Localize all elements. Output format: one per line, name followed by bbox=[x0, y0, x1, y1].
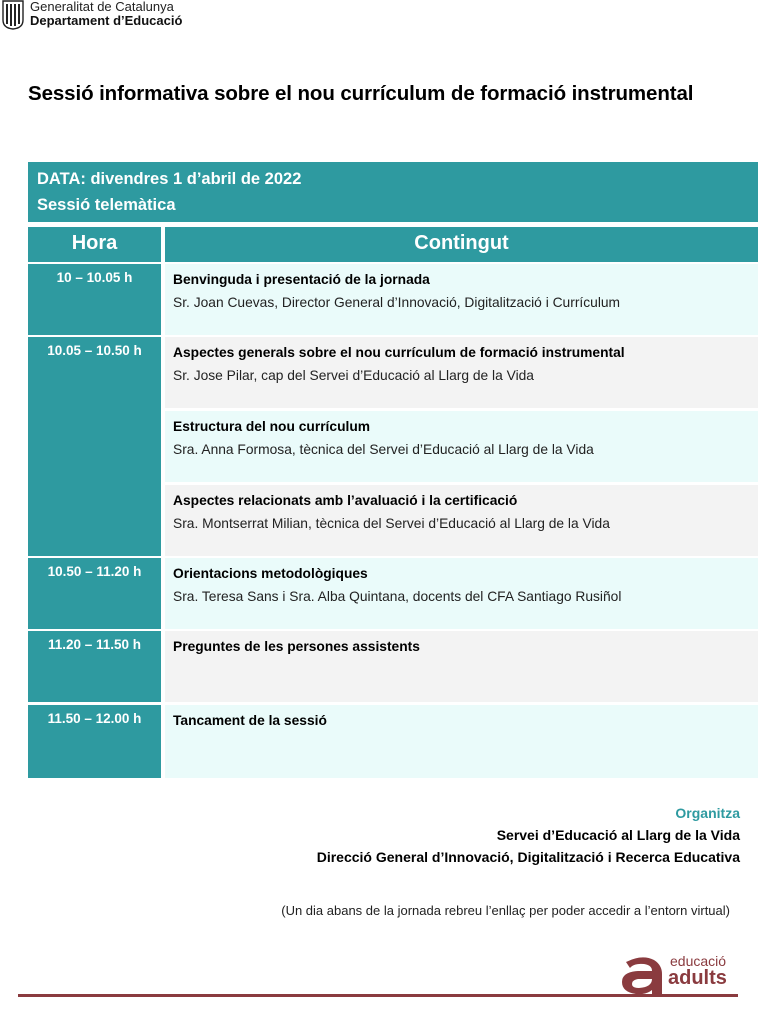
agenda-item-title: Orientacions metodològiques bbox=[173, 566, 368, 581]
time-cell: 11.20 – 11.50 h bbox=[28, 631, 161, 702]
agenda-item-speaker: Sra. Anna Formosa, tècnica del Servei d’Educació al Llarg de la Vida bbox=[173, 442, 594, 457]
agenda-item-speaker: Sr. Jose Pilar, cap del Servei d’Educació al Llarg de la Vida bbox=[173, 368, 534, 383]
column-header-contingut: Contingut bbox=[165, 227, 758, 262]
organizer-block bbox=[317, 802, 740, 868]
agenda-item-speaker: Sra. Montserrat Milian, tècnica del Servei d’Educació al Llarg de la Vida bbox=[173, 516, 610, 531]
generalitat-logo bbox=[0, 0, 182, 30]
brand-word1: educació bbox=[670, 953, 727, 969]
org-line2: Departament d’Educació bbox=[30, 13, 183, 28]
agenda-item-title: Aspectes relacionats amb l’avaluació i la certificació bbox=[173, 493, 518, 508]
agenda-item-title: Aspectes generals sobre el nou currículum de formació instrumental bbox=[173, 345, 625, 360]
brand-word2: adults bbox=[668, 967, 727, 989]
time-cell: 11.50 – 12.00 h bbox=[28, 705, 161, 778]
agenda-row bbox=[165, 485, 758, 556]
agenda-row bbox=[165, 411, 758, 482]
organizer-line2: Direcció General d’Innovació, Digitalització i Recerca Educativa bbox=[316, 849, 740, 865]
agenda-row bbox=[165, 705, 758, 778]
agenda-row bbox=[165, 337, 758, 408]
session-info-box bbox=[28, 162, 758, 222]
agenda-row bbox=[165, 631, 758, 702]
time-cell: 10 – 10.05 h bbox=[28, 264, 161, 335]
letter-a-logo-icon bbox=[618, 954, 666, 994]
agenda-item-title: Preguntes de les persones assistents bbox=[173, 639, 420, 654]
agenda-row bbox=[165, 558, 758, 629]
educacio-adults-logo bbox=[618, 950, 738, 994]
catalan-emblem-icon bbox=[2, 0, 24, 30]
agenda-item-title: Benvinguda i presentació de la jornada bbox=[173, 272, 430, 287]
page-title: Sessió informativa sobre el nou currículum de formació instrumental bbox=[28, 82, 694, 105]
footer-divider bbox=[18, 994, 738, 997]
agenda-item-speaker: Sr. Joan Cuevas, Director General d’Innovació, Digitalització i Currículum bbox=[173, 295, 621, 310]
agenda-item-title: Tancament de la sessió bbox=[173, 713, 327, 728]
agenda-item-speaker: Sra. Teresa Sans i Sra. Alba Quintana, docents del CFA Santiago Rusiñol bbox=[173, 589, 622, 604]
time-cell: 10.05 – 10.50 h bbox=[28, 337, 161, 556]
agenda-row bbox=[165, 264, 758, 335]
org-line1: Generalitat de Catalunya bbox=[30, 0, 174, 14]
session-mode: Sessió telemàtica bbox=[37, 196, 176, 214]
time-cell: 10.50 – 11.20 h bbox=[28, 558, 161, 629]
access-note: (Un dia abans de la jornada rebreu l’enllaç per poder accedir a l’entorn virtual) bbox=[281, 903, 730, 918]
organizer-line1: Servei d’Educació al Llarg de la Vida bbox=[496, 827, 740, 843]
organizer-label: Organitza bbox=[675, 805, 740, 821]
column-header-hora: Hora bbox=[28, 227, 161, 262]
agenda-item-title: Estructura del nou currículum bbox=[173, 419, 371, 434]
session-date: DATA: divendres 1 d’abril de 2022 bbox=[37, 170, 302, 188]
